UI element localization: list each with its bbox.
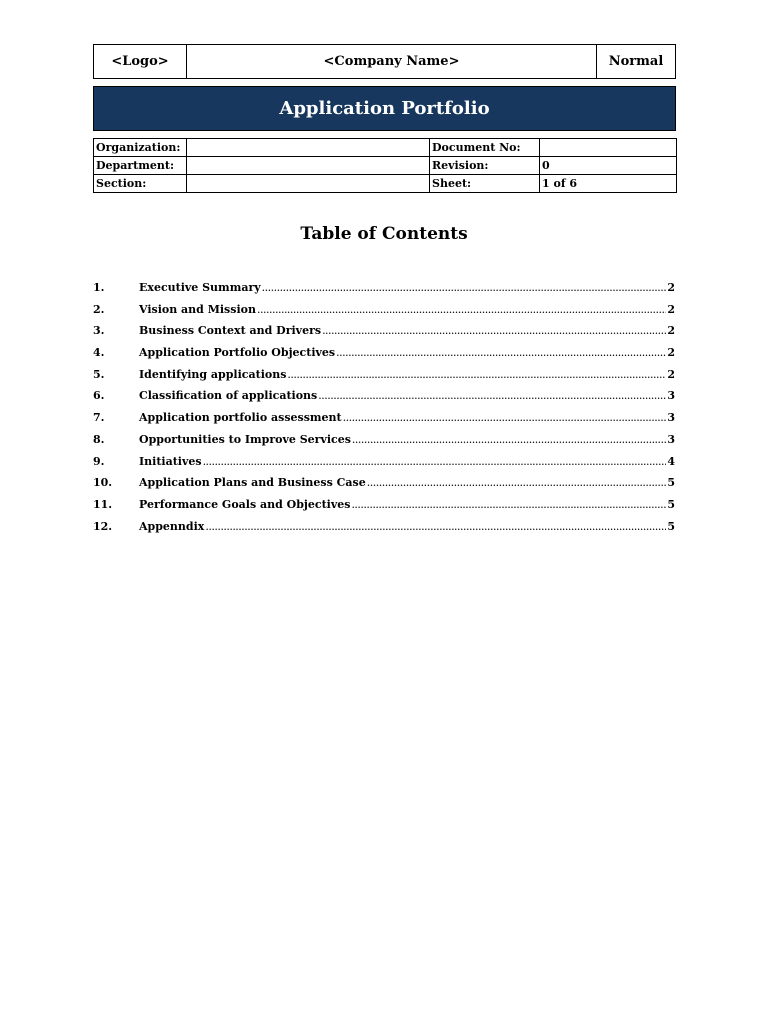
organization-value (187, 139, 430, 157)
revision-value: 0 (540, 157, 677, 175)
toc-entry[interactable] (93, 411, 675, 433)
toc-dot-leader (352, 433, 666, 446)
section-label: Section: (94, 175, 187, 193)
toc-entry[interactable] (93, 324, 675, 346)
toc-entry-page: 3 (667, 411, 675, 425)
logo-placeholder: <Logo> (94, 45, 187, 78)
toc-entry-title: Appenndix (139, 519, 205, 533)
company-name: <Company Name> (187, 45, 597, 78)
toc-entry-page: 5 (667, 519, 675, 533)
toc-entry-number: 2. (93, 302, 105, 316)
toc-entry[interactable] (93, 498, 675, 520)
toc-dot-leader (367, 476, 667, 489)
toc-entry-number: 10. (93, 476, 113, 490)
toc-entry-number: 11. (93, 497, 113, 511)
toc-entry-page: 2 (667, 324, 675, 338)
toc-dot-leader (205, 520, 666, 533)
toc-list (93, 281, 675, 541)
toc-entry-page: 4 (667, 454, 675, 468)
toc-entry-number: 5. (93, 367, 105, 381)
document-info-table (93, 138, 677, 193)
toc-entry-number: 6. (93, 389, 105, 403)
toc-entry-title: Opportunities to Improve Services (139, 432, 351, 446)
organization-label: Organization: (94, 139, 187, 157)
toc-dot-leader (322, 324, 666, 337)
toc-entry-title: Performance Goals and Objectives (139, 497, 351, 511)
toc-entry[interactable] (93, 303, 675, 325)
revision-label: Revision: (430, 157, 540, 175)
toc-entry-number: 8. (93, 432, 105, 446)
toc-entry-title: Application portfolio assessment (139, 411, 342, 425)
toc-entry-title: Executive Summary (139, 281, 261, 294)
toc-entry-page: 2 (667, 281, 675, 294)
toc-entry-page: 5 (667, 476, 675, 490)
document-no-label: Document No: (430, 139, 540, 157)
toc-entry-title: Business Context and Drivers (139, 324, 322, 338)
toc-entry[interactable] (93, 520, 675, 542)
toc-dot-leader (343, 411, 667, 424)
department-value (187, 157, 430, 175)
toc-entry[interactable] (93, 281, 675, 303)
toc-entry-page: 5 (667, 497, 675, 511)
toc-entry-title: Classification of applications (139, 389, 318, 403)
toc-dot-leader (318, 389, 666, 402)
section-value (187, 175, 430, 193)
info-row (94, 175, 677, 193)
toc-entry-number: 4. (93, 346, 105, 360)
toc-entry-page: 2 (667, 346, 675, 360)
toc-dot-leader (262, 281, 667, 294)
document-title: Application Portfolio (93, 86, 676, 131)
toc-entry-number: 3. (93, 324, 105, 338)
toc-entry[interactable] (93, 346, 675, 368)
info-row (94, 157, 677, 175)
toc-entry-number: 12. (93, 519, 113, 533)
toc-entry-number: 1. (93, 281, 105, 294)
department-label: Department: (94, 157, 187, 175)
toc-entry[interactable] (93, 368, 675, 390)
toc-dot-leader (287, 368, 666, 381)
document-no-value (540, 139, 677, 157)
document-header (93, 44, 676, 79)
toc-entry-title: Identifying applications (139, 367, 287, 381)
toc-dot-leader (203, 455, 667, 468)
classification-label: Normal (608, 54, 664, 69)
toc-dot-leader (257, 303, 666, 316)
toc-entry[interactable] (93, 433, 675, 455)
toc-entry-title: Initiatives (139, 454, 202, 468)
toc-entry[interactable] (93, 455, 675, 477)
toc-entry-page: 3 (667, 432, 675, 446)
toc-entry[interactable] (93, 476, 675, 498)
toc-dot-leader (336, 346, 666, 359)
toc-entry-page: 3 (667, 389, 675, 403)
toc-entry-title: Vision and Mission (139, 302, 256, 316)
sheet-label: Sheet: (430, 175, 540, 193)
info-row (94, 139, 677, 157)
toc-entry-page: 2 (667, 367, 675, 381)
sheet-value: 1 of 6 (540, 175, 677, 193)
toc-entry-title: Application Plans and Business Case (139, 476, 366, 490)
toc-entry-title: Application Portfolio Objectives (139, 346, 336, 360)
toc-entry[interactable] (93, 389, 675, 411)
toc-dot-leader (351, 498, 666, 511)
toc-entry-number: 9. (93, 454, 105, 468)
toc-heading: Table of Contents (300, 224, 468, 244)
toc-entry-page: 2 (667, 302, 675, 316)
toc-entry-number: 7. (93, 411, 105, 425)
